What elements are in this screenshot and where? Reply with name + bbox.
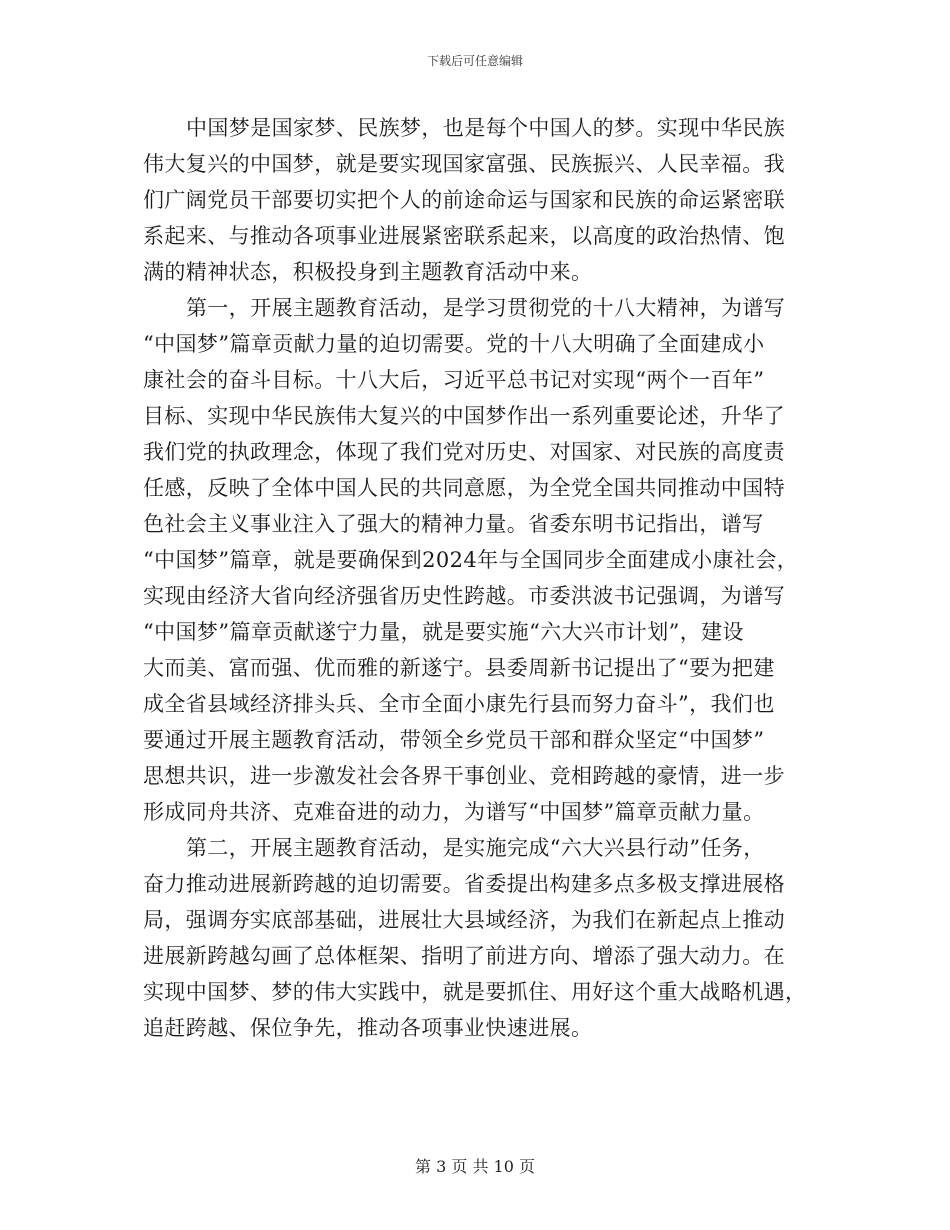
paragraph-line: 色社会主义事业注入了强大的精神力量。省委东明书记指出，谱写 bbox=[143, 512, 764, 536]
paragraph-line: 系起来、与推动各项事业进展紧密联系起来，以高度的政治热情、饱 bbox=[143, 224, 785, 248]
paragraph-line: 任感，反映了全体中国人民的共同意愿，为全党全国共同推动中国特 bbox=[143, 476, 785, 500]
paragraph-line: 成全省县域经济排头兵、全市全面小康先行县而努力奋斗”，我们也 bbox=[143, 692, 775, 716]
paragraph-line: 局，强调夯实底部基础，进展壮大县域经济，为我们在新起点上推动 bbox=[143, 908, 785, 932]
header-note: 下载后可任意编辑 bbox=[426, 54, 523, 68]
paragraph-line: 目标、实现中华民族伟大复兴的中国梦作出一系列重要论述，升华了 bbox=[143, 404, 785, 428]
paragraph-line: 要通过开展主题教育活动，带领全乡党员干部和群众坚定“中国梦” bbox=[143, 728, 765, 752]
paragraph-2 bbox=[143, 290, 815, 830]
paragraph-line: 第一，开展主题教育活动，是学习贯彻党的十八大精神，为谱写 bbox=[186, 296, 786, 320]
paragraph-line: 追赶跨越、保位争先，推动各项事业快速进展。 bbox=[143, 1016, 593, 1040]
paragraph-line: 形成同舟共济、克难奋进的动力，为谱写“中国梦”篇章贡献力量。 bbox=[143, 800, 765, 824]
paragraph-3 bbox=[143, 830, 815, 1046]
paragraph-line: 第二，开展主题教育活动，是实施完成“六大兴县行动”任务， bbox=[186, 836, 765, 860]
paragraph-line: 进展新跨越勾画了总体框架、指明了前进方向、增添了强大动力。在 bbox=[143, 944, 785, 968]
paragraph-line: “中国梦”篇章，就是要确保到2024年与全国同步全面建成小康社会， bbox=[143, 548, 799, 572]
paragraph-line: 实现由经济大省向经济强省历史性跨越。市委洪波书记强调，为谱写 bbox=[143, 584, 785, 608]
paragraph-line: 伟大复兴的中国梦，就是要实现国家富强、民族振兴、人民幸福。我 bbox=[143, 152, 785, 176]
paragraph-line: “中国梦”篇章贡献力量的迫切需要。党的十八大明确了全面建成小 bbox=[143, 332, 765, 356]
document-body bbox=[143, 110, 815, 1046]
paragraph-line: 大而美、富而强、优而雅的新遂宁。县委周新书记提出了“要为把建 bbox=[143, 656, 775, 680]
paragraph-line: 中国梦是国家梦、民族梦，也是每个中国人的梦。实现中华民族 bbox=[186, 116, 786, 140]
paragraph-line: 奋力推动进展新跨越的迫切需要。省委提出构建多点多极支撑进展格 bbox=[143, 872, 785, 896]
paragraph-1 bbox=[143, 110, 815, 290]
paragraph-line: 康社会的奋斗目标。十八大后，习近平总书记对实现“两个一百年” bbox=[143, 368, 765, 392]
page-number: 第 3 页 共 10 页 bbox=[415, 1157, 535, 1176]
paragraph-line: 满的精神状态，积极投身到主题教育活动中来。 bbox=[143, 260, 593, 284]
paragraph-line: 我们党的执政理念，体现了我们党对历史、对国家、对民族的高度责 bbox=[143, 440, 785, 464]
paragraph-line: 实现中国梦、梦的伟大实践中，就是要抓住、用好这个重大战略机遇， bbox=[143, 980, 807, 1004]
paragraph-line: 们广阔党员干部要切实把个人的前途命运与国家和民族的命运紧密联 bbox=[143, 188, 785, 212]
paragraph-line: “中国梦”篇章贡献遂宁力量，就是要实施“六大兴市计划”，建设 bbox=[143, 620, 744, 644]
paragraph-line: 思想共识，进一步激发社会各界干事创业、竞相跨越的豪情，进一步 bbox=[143, 764, 785, 788]
